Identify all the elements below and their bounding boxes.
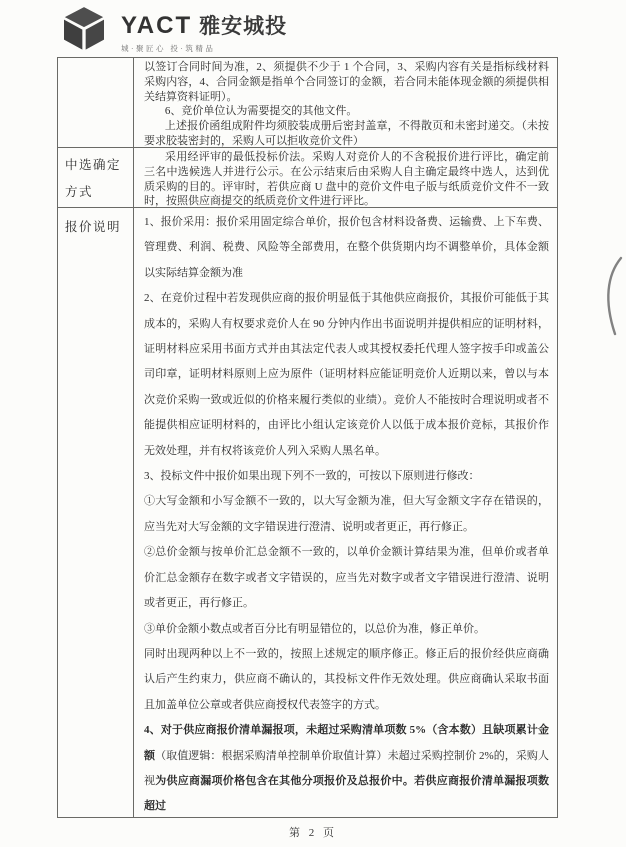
text-segment: ②总价金额与按单价汇总金额不一致的，以单价金额计算结果为准，但单价或者单价汇总金额存在数字或者文字错误的，应当先对数字或者文字错误进行澄清、说明或者更正，再行修正。 <box>144 546 549 610</box>
logo-text <box>121 3 287 54</box>
paragraph <box>144 150 549 207</box>
paragraph <box>144 540 549 616</box>
row-content-cell <box>134 148 557 207</box>
text-segment: ③单价金额小数点或者百分比有明显错位的，以总价为准，修正单价。 <box>144 622 485 635</box>
pen-mark-artifact <box>598 255 626 337</box>
paragraph <box>144 489 549 540</box>
table-row <box>58 58 557 148</box>
text-segment: （取值逻辑：根据采购清单控制单价取值计算）未超过采购控制价 2%的，采购人视 <box>144 749 549 787</box>
table-row <box>58 148 557 208</box>
company-cube-logo-icon <box>59 3 109 53</box>
brand-row <box>121 10 287 40</box>
bold-text-segment: 4、对于供应商报价清单漏报项，未超过采购清单项数 5%（含本数）且缺项累计金额 <box>144 724 549 762</box>
paragraph <box>144 119 549 147</box>
row-content-cell <box>134 208 557 817</box>
row-content-cell <box>134 58 557 147</box>
row-label-cell: 中选确定方式 <box>58 148 134 207</box>
table-row <box>58 208 557 817</box>
paragraph <box>144 60 549 104</box>
row-label-cell <box>58 58 134 147</box>
text-segment: 6、竞价单位认为需要提交的其他文件。 <box>164 105 358 118</box>
text-segment: 3、投标文件中报价如果出现下列不一致的，可按以下原则进行修改： <box>144 470 480 483</box>
paragraph <box>144 210 549 286</box>
paragraph <box>144 642 549 718</box>
document-table <box>57 57 558 818</box>
text-segment: 同时出现两种以上不一致的，按照上述规定的顺序修正。修正后的报价经供应商确认后产生约束力，供应商不确认的，其投标文件作无效处理。供应商确认采取书面且加盖单位公章或者供应商授权代表签字的方式。 <box>144 647 549 711</box>
brand-name-cn: 雅安城投 <box>199 14 288 38</box>
text-segment: 上述报价函组成附件均须胶装成册后密封盖章，不得散页和未密封递交。（未按要求胶装密封的，采购人可以拒收竞价文件） <box>144 120 549 147</box>
text-segment: 2、在竞价过程中若发现供应商的报价明显低于其他供应商报价，其报价可能低于其成本的，采购人有权要求竞价人在 90 分钟内作出书面说明并提供相应的证明材料，证明材料应采用书面方式并由其法定代表人或其授权委托代理人签字按手印或盖公司印章，证明材料原则上应为原件（证明材料应能证明竞价人近期以来，曾以与本次竞价采购一致或近似的价格来履行类似的业绩）。竞价人不能按时合理说明或者不能提供相应证明材料的，由评比小组认定该竞价人以低于成本报价竞标，其报价作无效处理，并有权将该竞价人列入采购人黑名单。 <box>144 292 549 457</box>
paragraph <box>144 104 549 119</box>
text-segment: 1、报价采用：报价采用固定综合单价，报价包含材料设备费、运输费、上下车费、管理费、利润、税费、风险等全部费用，在整个供货期内均不调整单价，具体金额以实际结算金额为准 <box>144 216 549 279</box>
text-segment: ①大写金额和小写金额不一致的，以大写金额为准，但大写金额文字存在错误的，应当先对大写金额的文字错误进行澄清、说明或者更正，再行修正。 <box>144 495 549 533</box>
brand-tagline: 城·聚匠心 投·筑精品 <box>121 44 216 53</box>
page-number: 第 2 页 <box>289 827 337 839</box>
row-label-cell: 报价说明 <box>58 208 134 817</box>
bold-text-segment: 为供应商漏项价格包含在其他分项报价及总报价中。若供应商报价清单漏报项数超过 <box>144 774 550 813</box>
text-segment: 以签订合同时间为准，2、须提供不少于 1 个合同，3、采购内容有关是指标线材料采购内容，4、合同金额是指单个合同签订的金额，若合同未能体现金额的须提供相关结算资料证明）。 <box>144 61 549 103</box>
paragraph <box>144 286 549 464</box>
paragraph <box>144 617 549 642</box>
brand-name-en: YACT <box>121 12 193 39</box>
text-segment: 采用经评审的最低投标价法。采购人对竞价人的不含税报价进行评比，确定前三名中选候选人并进行公示。在公示结束后由采购人自主确定最终中选人，达到优质采购的目的。评审时，若供应商 U 盘中的竞价文件电子版与纸质竞价文件不一致时，按照供应商提交的纸质竞价文件进行评比。 <box>144 151 549 207</box>
paragraph <box>144 718 549 817</box>
letterhead <box>59 3 287 54</box>
paragraph <box>144 464 549 489</box>
